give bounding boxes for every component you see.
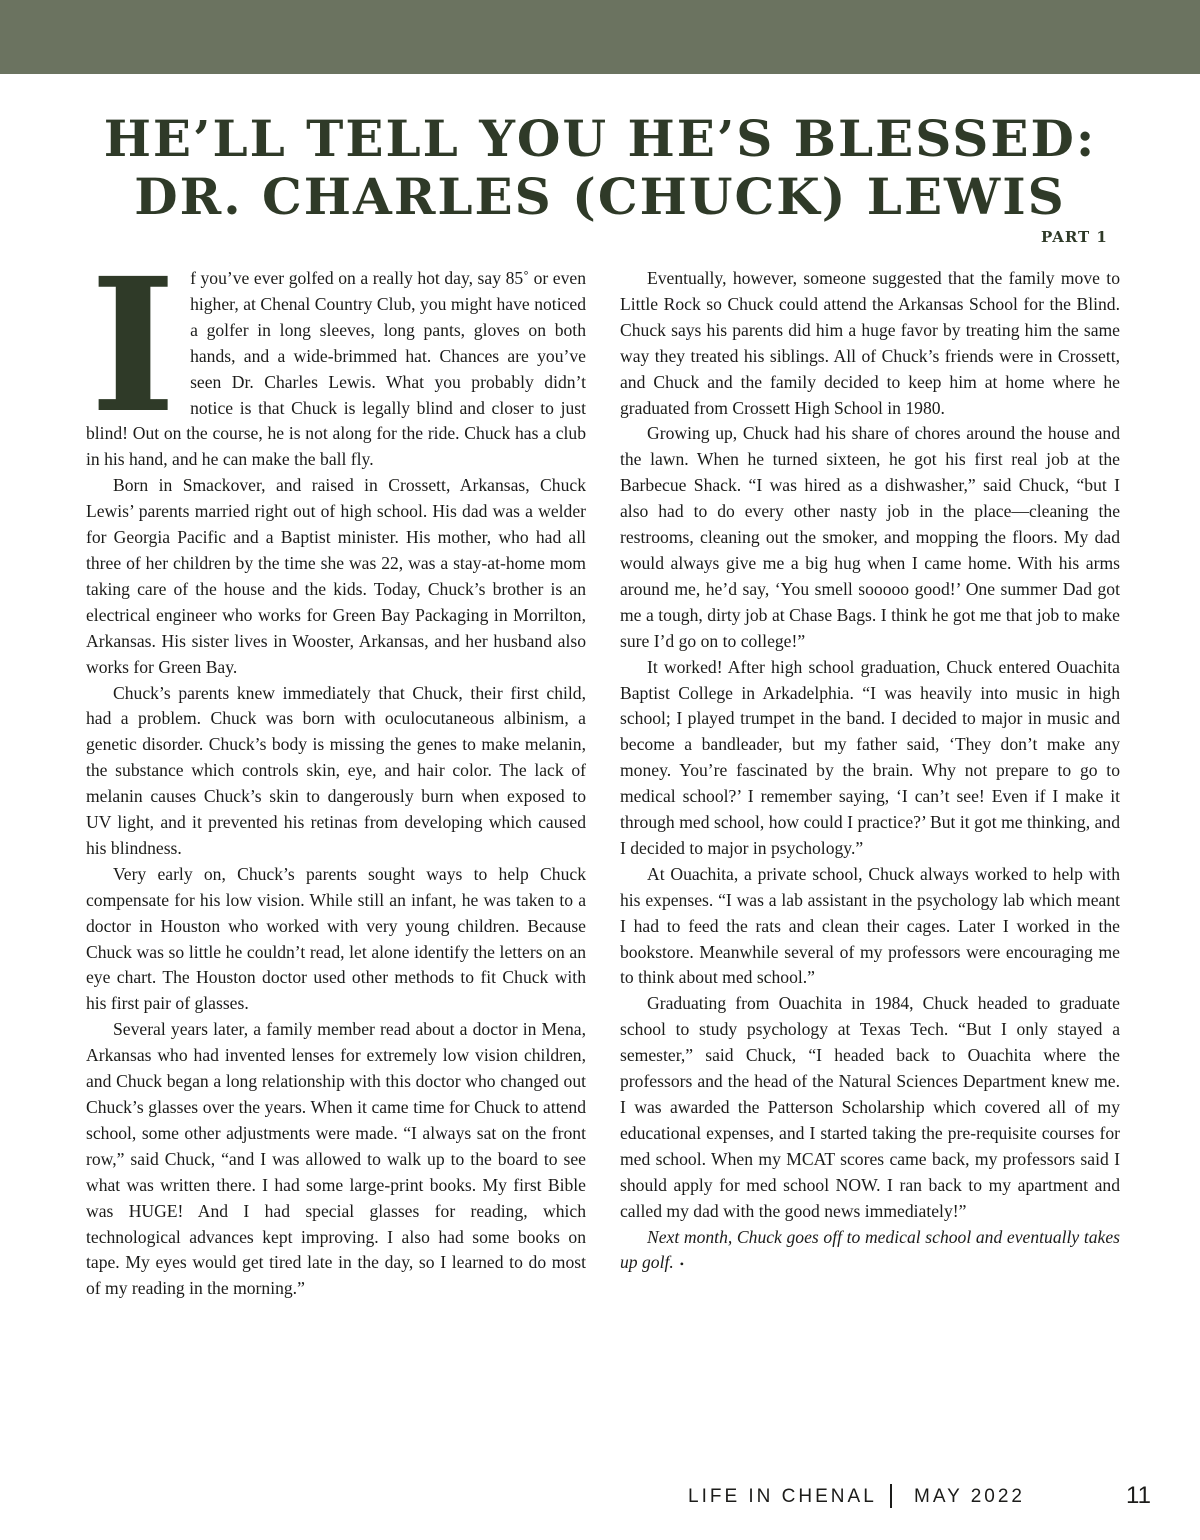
article-paragraph: Born in Smackover, and raised in Crossett, Arkansas, Chuck Lewis’ parents married right out of high school. His dad was a welder for Georgia Pacific and a Baptist minister. His mother, who had all three of her children by the time she was 22, was a stay-at-home mom taking care of the house and the kids. Today, Chuck’s brother is an electrical engineer who works for Green Bay Packaging in Morrilton, Arkansas. His sister lives in Wooster, Arkansas, and her husband also works for Green Bay. xyxy=(86,475,586,677)
article-paragraph: Eventually, however, someone suggested that the family move to Little Rock so Chuck could attend the Arkansas School for the Blind. Chuck says his parents did him a huge favor by treating him the same way they treated his siblings. All of Chuck’s friends were in Crossett, and Chuck and the family decided to keep him at home where he graduated from Crossett High School in 1980. xyxy=(620,268,1120,418)
article-left-column xyxy=(86,238,586,1302)
page-number: 11 xyxy=(1126,1482,1151,1509)
page-footer xyxy=(0,1484,1200,1514)
magazine-name: LIFE IN CHENAL xyxy=(688,1486,877,1507)
article-paragraph: Very early on, Chuck’s parents sought ways to help Chuck compensate for his low vision. While still an infant, he was taken to a doctor in Houston who worked with very young children. Because Chuck was so little he couldn’t read, let alone identify the letters on an eye chart. The Houston doctor used other methods to fit Chuck with his first pair of glasses. xyxy=(86,863,586,1014)
article-paragraph: It worked! After high school graduation, Chuck entered Ouachita Baptist College in Arkadelphia. “I was heavily into music in high school; I played trumpet in the band. I decided to major in music and become a bandleader, but my father said, ‘They don’t make any money. You’re fascinated by the brain. Why not prepare to go to medical school?’ I remember saying, ‘I can’t see! Even if I make it through med school, how could I practice?’ But it got me thinking, and I decided to major in psychology.” xyxy=(620,656,1120,858)
top-color-band xyxy=(0,0,1200,74)
article-paragraph: Several years later, a family member read about a doctor in Mena, Arkansas who had invented lenses for extremely low vision children, and Chuck began a long relationship with this doctor who changed out Chuck’s glasses over the years. When it came time for Chuck to attend school, some other adjustments were made. “I always sat on the front row,” said Chuck, “and I was allowed to walk up to the board to see what was written there. I had some large-print books. My first Bible was HUGE! And I had special glasses for reading, which technological advances kept improving. I also had some books on tape. My eyes would get tired late in the day, so I learned to do most of my reading in the morning.” xyxy=(86,1019,586,1299)
title-line-1: HE’LL TELL YOU HE’S BLESSED: xyxy=(103,109,1097,168)
issue-date: MAY 2022 xyxy=(914,1486,1025,1507)
footer-divider xyxy=(890,1484,892,1508)
closing-teaser-text: Next month, Chuck goes off to medical school and eventually takes up golf. xyxy=(620,1226,1120,1273)
article-title xyxy=(0,110,1200,226)
article-paragraph: Chuck’s parents knew immediately that Chuck, their first child, had a problem. Chuck was born with oculocutaneous albinism, a genetic disorder. Chuck’s body is missing the genes to make melanin, the substance which controls skin, eye, and hair color. The lack of melanin causes Chuck’s skin to dangerously burn when exposed to UV light, and it prevented his retinas from developing which caused his blindness. xyxy=(86,682,586,858)
article-paragraph: At Ouachita, a private school, Chuck always worked to help with his expenses. “I was a lab assistant in the psychology lab which meant I had to feed the rats and clean their cages. Later I worked in the bookstore. Meanwhile several of my professors were encouraging me to think about med school.” xyxy=(620,863,1120,988)
closing-teaser xyxy=(620,1225,1120,1279)
drop-cap: I xyxy=(90,238,177,454)
title-line-2: DR. CHARLES (CHUCK) LEWIS xyxy=(134,167,1066,226)
end-of-article-mark: • xyxy=(679,1257,684,1272)
article-paragraph: Growing up, Chuck had his share of chores around the house and the lawn. When he turned sixteen, he got his first real job at the Barbecue Shack. “I was hired as a dishwasher,” said Chuck, “but I also had to do every other nasty job in the place—cleaning the restrooms, cleaning out the smoker, and mopping the floors. My dad would always give me a big hug when I came home. With his arms around me, he’d say, ‘You smell sooooo good!’ One summer Dad got me a tough, dirty job at Chase Bags. I think he got me that job to make sure I’d go on to college!” xyxy=(620,423,1120,651)
article-right-column xyxy=(620,266,1120,1278)
lead-paragraph xyxy=(86,238,586,473)
lead-paragraph-text: f you’ve ever golfed on a really hot day, say 85˚ or even higher, at Chenal Country Club, you might have noticed a golfer in long sleeves, long pants, gloves on both hands, and a wide-brimmed hat. Chances are you’ve seen Dr. Charles Lewis. What you probably didn’t notice is that Chuck is legally blind and closer to just blind! Out on the course, he is not along for the ride. Chuck has a club in his hand, and he can make the ball fly. xyxy=(86,268,586,470)
article-paragraph: Graduating from Ouachita in 1984, Chuck headed to graduate school to study psychology at Texas Tech. “But I only stayed a semester,” said Chuck, “I headed back to Ouachita where the professors and the head of the Natural Sciences Department knew me. I was awarded the Patterson Scholarship which covered all of my educational expenses, and I started taking the pre-requisite courses for med school. When my MCAT scores came back, my professors said I should apply for med school NOW. I ran back to my apartment and called my dad with the good news immediately!” xyxy=(620,993,1120,1221)
part-label: PART 1 xyxy=(1041,228,1108,246)
